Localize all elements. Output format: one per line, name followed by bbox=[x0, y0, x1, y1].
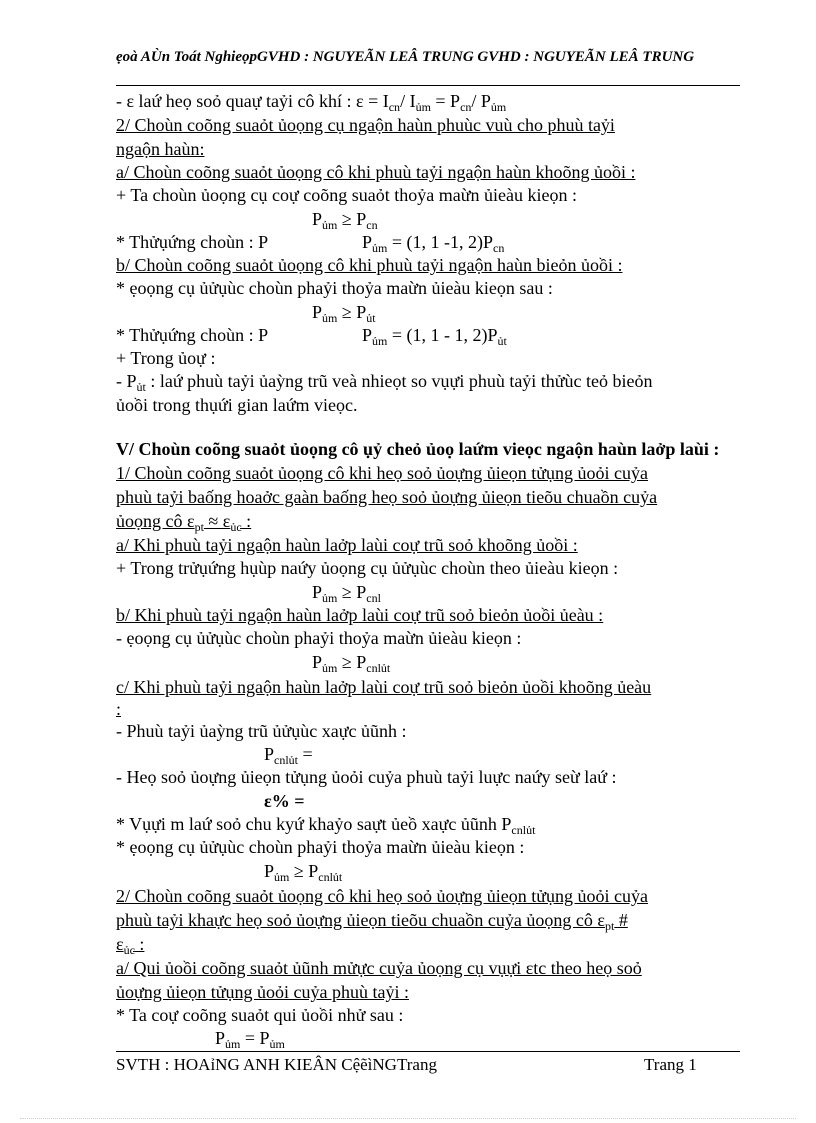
text-line: - ẹoọng cụ ủửụùc choùn phaỷi thoỷa maừn ủieàu kieọn : bbox=[116, 628, 522, 648]
text-line: + Ta choùn ủoọng cụ coự coõng suaỏt thoỷa maừn ủieàu kieọn : bbox=[116, 185, 577, 205]
section-heading: 2/ Choùn coõng suaỏt ủoọng cụ ngaộn haùn phuùc vuù cho phuù taỷi bbox=[116, 115, 615, 135]
section-heading: 2/ Choùn coõng suaỏt ủoọng cô khi heọ soỏ ủoựng ủieọn tửụng ủoỏi cuỷa bbox=[116, 886, 648, 906]
page-number: Trang 1 bbox=[644, 1055, 697, 1074]
text-line: - $P_{ủt}$ : laứ phuù taỷi ủaỳng trũ veà nhieọt so vụựi phuù taỷi thửùc teỏ bieỏn bbox=[116, 371, 653, 394]
text-line: ủoồi trong thụứi gian laứm vieọc. bbox=[116, 395, 358, 415]
formula: $P_{ủm} \ge P_{cnlủt}$ bbox=[312, 652, 391, 675]
formula: $P_{ủm} \ge P_{cn}$ bbox=[312, 209, 378, 232]
section-heading: ủoọng cô $\varepsilon_{pt} \approx \varepsilon_{ủc}$ : bbox=[116, 511, 252, 534]
text-line: * Ta coự coõng suaỏt qui ủoồi nhử sau : bbox=[116, 1005, 404, 1025]
section-heading: $\varepsilon_{ủc}$ : bbox=[116, 934, 145, 957]
formula: $P_{ủm} = (1$, 1 -1, $2)P_{cn}$ bbox=[362, 232, 505, 255]
page-edge-divider bbox=[20, 1118, 796, 1119]
chapter-heading: V/ Choùn coõng suaỏt ủoọng cô ụỷ cheỏ ủoọ laứm vieọc ngaộn haùn laởp laùi : bbox=[116, 439, 720, 459]
running-header: ẹoà AÙn Toát NghieọpGVHD : NGUYEÃN LEÂ TRUNG GVHD : NGUYEÃN LEÂ TRUNG bbox=[116, 49, 695, 65]
text-line: - Phuù taỷi ủaỳng trũ ủửụùc xaực ủũnh : bbox=[116, 721, 407, 741]
text-line: - ε laứ heọ soỏ quaự taỷi cô khí : $\varepsilon = I_{cn}/$ $I_{ủm} = P_{cn}/$ $P_{ủm}$ bbox=[116, 91, 507, 114]
subsection-heading: b/ Khi phuù taỷi ngaộn haùn laởp laùi coự trũ soỏ bieỏn ủoồi ủeàu : bbox=[116, 605, 604, 625]
section-heading: 1/ Choùn coõng suaỏt ủoọng cô khi heọ soỏ ủoựng ủieọn tửụng ủoỏi cuỷa bbox=[116, 463, 648, 483]
formula: $P_{cnlủt}$ = bbox=[264, 744, 313, 767]
subsection-heading: a/ Qui ủoồi coõng suaỏt ủũnh mửực cuỷa ủoọng cụ vụựi εtc theo heọ soỏ bbox=[116, 958, 642, 978]
formula: $P_{ủm} \ge P_{ủt}$ bbox=[312, 302, 376, 325]
section-heading: ngaộn haùn: bbox=[116, 139, 205, 159]
formula: $P_{ủm} = (1$, 1 - 1, $2)P_{ủt}$ bbox=[362, 325, 507, 348]
formula: $P_{ủm} \ge P_{cnlủt}$ bbox=[264, 861, 343, 884]
subsection-heading: b/ Choùn coõng suaỏt ủoọng cô khi phuù taỷi ngaộn haùn bieỏn ủoồi : bbox=[116, 255, 623, 275]
subsection-heading: a/ Khi phuù taỷi ngaộn haùn laởp laùi coự trũ soỏ khoõng ủoồi : bbox=[116, 535, 578, 555]
header-rule bbox=[116, 85, 740, 86]
formula: ε% = bbox=[264, 791, 305, 811]
section-heading: phuù taỷi baống hoaởc gaàn baống heọ soỏ ủoựng ủieọn tieõu chuaồn cuỷa bbox=[116, 487, 658, 507]
text-line: * Vụựi m laứ soỏ chu kyứ khaỷo saựt ủeồ xaực ủũnh $P_{cnlủt}$ bbox=[116, 814, 536, 837]
text-line: + Trong trửụứng hụùp naứy ủoọng cụ ủửụùc choùn theo ủieàu kieọn : bbox=[116, 558, 619, 578]
formula: $P_{ủm} \ge P_{cnl}$ bbox=[312, 582, 381, 605]
subsection-heading: ủoựng ủieọn tửụng ủoỏi cuỷa phuù taỷi : bbox=[116, 982, 409, 1002]
section-heading: phuù taỷi khaực heọ soỏ ủoựng ủieọn tieõu chuaồn cuỷa ủoọng cô $\varepsilon_{pt}$ # bbox=[116, 910, 628, 933]
text-line: * Thửụứng choùn : P bbox=[116, 232, 269, 252]
subsection-heading: : bbox=[116, 699, 122, 719]
text-line: * Thửụứng choùn : P bbox=[116, 325, 269, 345]
text-line: + Trong ủoự : bbox=[116, 348, 216, 368]
footer-rule bbox=[116, 1051, 740, 1052]
text-line: - Heọ soỏ ủoựng ủieọn tửụng ủoỏi cuỷa phuù taỷi luực naứy seừ laứ : bbox=[116, 767, 617, 787]
subsection-heading: a/ Choùn coõng suaỏt ủoọng cô khi phuù taỷi ngaộn haùn khoõng ủoồi : bbox=[116, 162, 636, 182]
text-line: * ẹoọng cụ ủửụùc choùn phaỷi thoỷa maừn ủieàu kieọn : bbox=[116, 837, 525, 857]
footer-author: SVTH : HOAỉNG ANH KIEÂN CệẽìNGTrang bbox=[116, 1055, 437, 1074]
subsection-heading: c/ Khi phuù taỷi ngaộn haùn laởp laùi coự trũ soỏ bieỏn ủoồi khoõng ủeàu bbox=[116, 677, 652, 697]
text-line: * ẹoọng cụ ủửụùc choùn phaỷi thoỷa maừn ủieàu kieọn sau : bbox=[116, 278, 553, 298]
formula: $P_{ủm} = P_{ủm}$ bbox=[215, 1028, 285, 1051]
